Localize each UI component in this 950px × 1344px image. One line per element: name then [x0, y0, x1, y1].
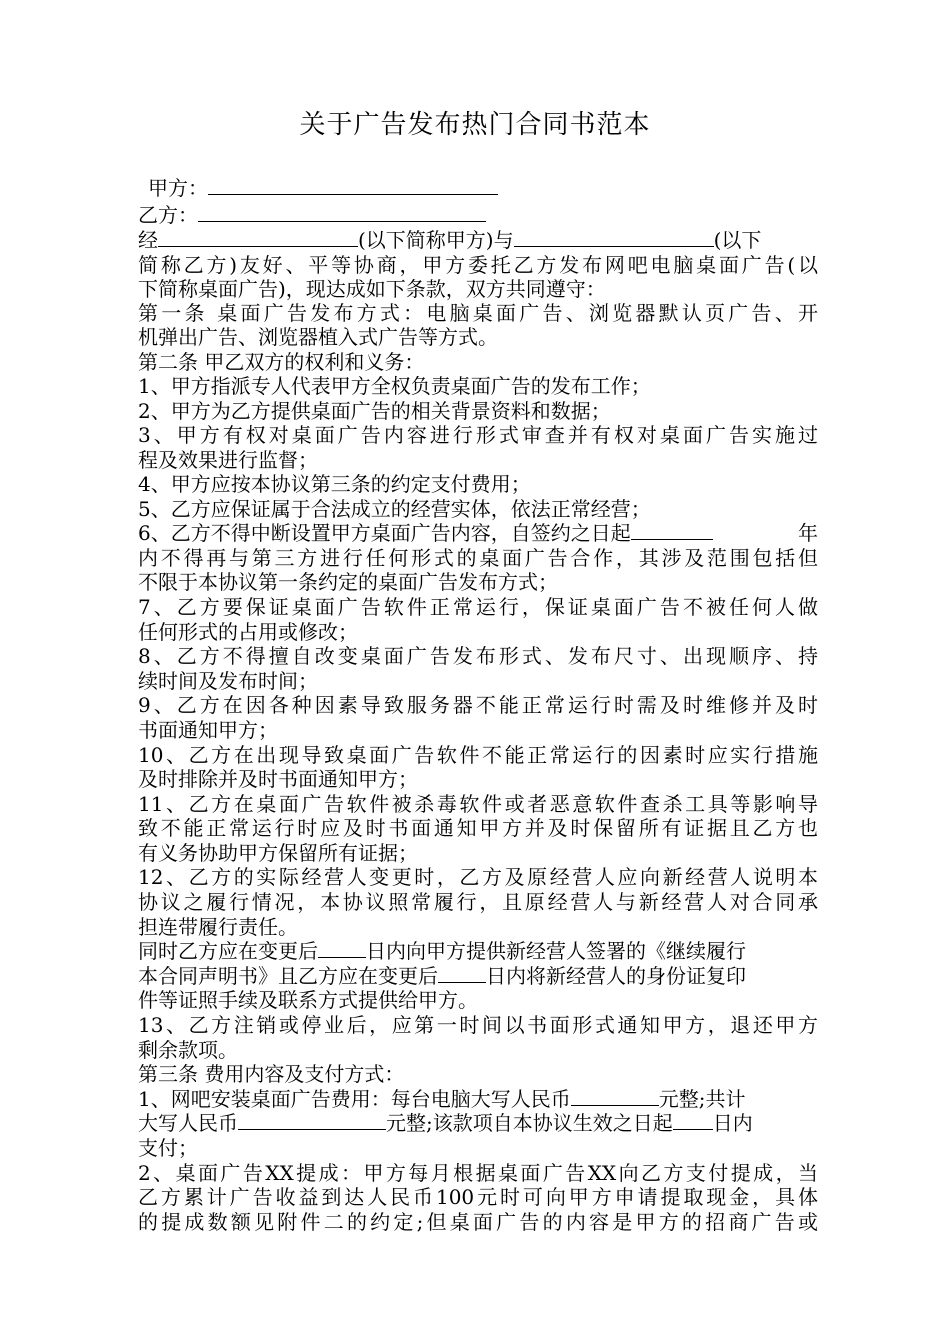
text-line: 1、甲方指派专人代表甲方全权负责桌面广告的发布工作； — [138, 374, 651, 398]
text-line: 剩余款项。 — [138, 1038, 238, 1062]
text-line: 任何形式的占用或修改； — [138, 620, 358, 644]
text-line: 2、甲方为乙方提供桌面广告的相关背景资料和数据； — [138, 399, 611, 423]
text-line: 机弹出广告、浏览器植入式广告等方式。 — [138, 325, 498, 349]
text: 6、乙方不得中断设置甲方桌面广告内容，自签约之日起 — [138, 521, 631, 545]
text: 大写人民币 — [138, 1111, 238, 1135]
text: 年 — [798, 521, 818, 545]
text: 经 — [138, 228, 158, 252]
text-line: 10、乙方在出现导致桌面广告软件不能正常运行的因素时应实行措施 — [138, 743, 818, 767]
clause-6-line — [138, 521, 818, 546]
text-line: 致不能正常运行时应及时书面通知甲方并及时保留所有证据且乙方也 — [138, 816, 818, 840]
text-line: 5、乙方应保证属于合法成立的经营实体，依法正常经营； — [138, 497, 651, 521]
party-a-label: 甲方： — [148, 176, 208, 200]
party-b-name-blank — [514, 228, 714, 247]
text: 同时乙方应在变更后 — [138, 939, 318, 963]
text-line: 2、桌面广告XX提成：甲方每月根据桌面广告XX向乙方支付提成，当 — [138, 1161, 818, 1185]
text-line: 协议之履行情况，本协议照常履行，且原经营人与新经营人对合同承 — [138, 890, 818, 914]
total-amount-blank — [238, 1111, 386, 1130]
text: 本合同声明书》且乙方应在变更后 — [138, 964, 438, 988]
fee-line-1 — [138, 1087, 818, 1112]
article-2-heading: 第二条 甲乙双方的权利和义务： — [138, 350, 425, 374]
text: (以下简称甲方)与 — [358, 228, 514, 252]
text: 日内向甲方提供新经营人签署的《继续履行 — [366, 939, 746, 963]
successor-line-1 — [138, 939, 818, 964]
party-a-line — [148, 176, 828, 201]
article-3-heading: 第三条 费用内容及支付方式： — [138, 1062, 405, 1086]
text-line: 13、乙方注销或停业后，应第一时间以书面形式通知甲方，退还甲方 — [138, 1013, 818, 1037]
days-blank — [438, 964, 486, 983]
intro-line-1 — [138, 228, 818, 253]
text-line: 不限于本协议第一条约定的桌面广告发布方式； — [138, 570, 558, 594]
text-line: 7、乙方要保证桌面广告软件正常运行，保证桌面广告不被任何人做 — [138, 595, 818, 619]
party-b-line — [138, 203, 818, 228]
text-line: 9、乙方在因各种因素导致服务器不能正常运行时需及时维修并及时 — [138, 693, 818, 717]
text: (以下 — [713, 228, 762, 252]
text-line: 3、甲方有权对桌面广告内容进行形式审查并有权对桌面广告实施过 — [138, 423, 818, 447]
party-b-blank — [198, 203, 486, 222]
text: 元整;该款项自本协议生效之日起 — [386, 1111, 673, 1135]
text-line: 件等证照手续及联系方式提供给甲方。 — [138, 988, 478, 1012]
party-a-name-blank — [158, 228, 358, 247]
text: 元整;共计 — [658, 1087, 746, 1111]
text: 日内 — [712, 1111, 753, 1135]
party-b-label: 乙方： — [138, 203, 198, 227]
fee-line-2 — [138, 1111, 818, 1136]
text-line: 11、乙方在桌面广告软件被杀毒软件或者恶意软件查杀工具等影响导 — [138, 792, 818, 816]
party-a-blank — [208, 176, 498, 195]
text-line: 8、乙方不得擅自改变桌面广告发布形式、发布尺寸、出现顺序、持 — [138, 644, 818, 668]
text-line: 续时间及发布时间； — [138, 669, 318, 693]
text-line: 有义务协助甲方保留所有证据； — [138, 841, 418, 865]
text-line: 的提成数额见附件二的约定;但桌面广告的内容是甲方的招商广告或 — [138, 1210, 818, 1234]
payment-days-blank — [673, 1111, 713, 1130]
text-line: 下简称桌面广告)，现达成如下条款，双方共同遵守： — [138, 277, 606, 301]
text-line: 及时排除并及时书面通知甲方； — [138, 767, 418, 791]
text-line: 简称乙方)友好、平等协商，甲方委托乙方发布网吧电脑桌面广告(以 — [138, 253, 818, 277]
days-blank — [318, 939, 366, 958]
text-line: 支付； — [138, 1136, 198, 1160]
text-line: 程及效果进行监督； — [138, 448, 318, 472]
text-line: 乙方累计广告收益到达人民币100元时可向甲方申请提取现金，具体 — [138, 1185, 818, 1209]
successor-line-2 — [138, 964, 818, 989]
years-blank — [631, 521, 713, 540]
text: 1、网吧安装桌面广告费用：每台电脑大写人民币 — [138, 1087, 571, 1111]
text-line: 书面通知甲方； — [138, 718, 278, 742]
article-1-heading: 第一条 桌面广告发布方式：电脑桌面广告、浏览器默认页广告、开 — [138, 301, 818, 325]
text-line: 4、甲方应按本协议第三条的约定支付费用； — [138, 472, 531, 496]
text-line: 内不得再与第三方进行任何形式的桌面广告合作，其涉及范围包括但 — [138, 546, 818, 570]
per-pc-amount-blank — [571, 1087, 659, 1106]
text: 日内将新经营人的身份证复印 — [486, 964, 746, 988]
document-title: 关于广告发布热门合同书范本 — [299, 110, 651, 140]
text-line: 担连带履行责任。 — [138, 915, 298, 939]
text-line: 12、乙方的实际经营人变更时，乙方及原经营人应向新经营人说明本 — [138, 865, 818, 889]
